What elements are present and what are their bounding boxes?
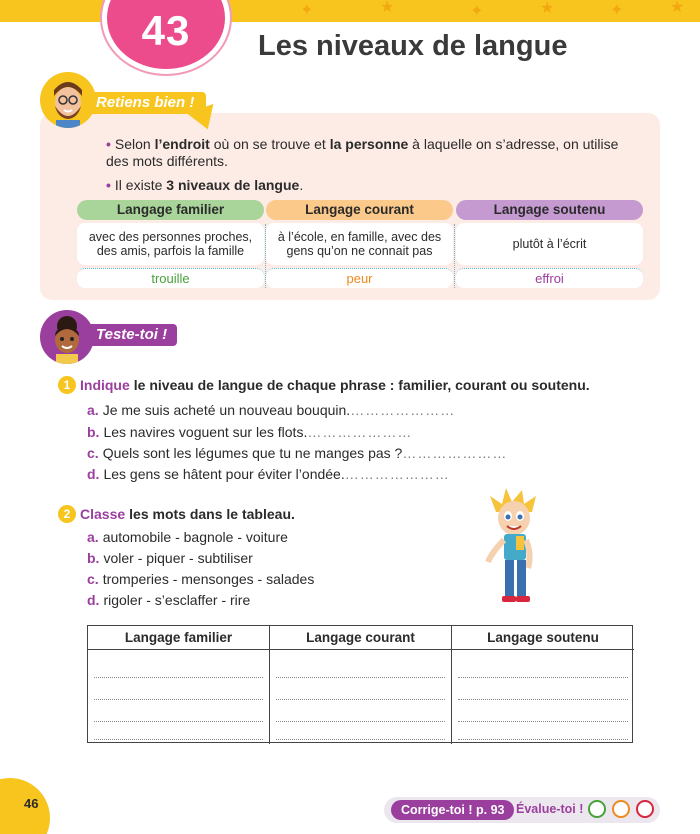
evaluation-circle-green[interactable] (588, 800, 606, 818)
answer-cell-familier[interactable] (88, 650, 270, 744)
level-header: Langage soutenu (456, 200, 643, 220)
level-description: à l’école, en famille, avec des gens qu’on ne connait pas (266, 223, 453, 265)
star-icon: ✦ (300, 2, 314, 19)
star-icon: ✦ (610, 2, 624, 19)
star-icon: ★ (540, 0, 555, 17)
level-example: trouille (77, 268, 264, 288)
evaluation-circle-red[interactable] (636, 800, 654, 818)
exercise-1-item: b. Les navires voguent sur les flots.………………… (87, 424, 413, 440)
evaluation-circle-orange[interactable] (612, 800, 630, 818)
level-column-soutenu (456, 200, 643, 288)
exercise-1-item: a. Je me suis acheté un nouveau bouquin.………………… (87, 402, 456, 418)
answer-cell-courant[interactable] (270, 650, 452, 744)
exercise-number-badge: 1 (58, 376, 76, 394)
lesson-number-badge (102, 0, 230, 74)
exercise-2-item: a. automobile - bagnole - voiture (87, 529, 288, 545)
star-icon: ★ (670, 0, 685, 16)
corrige-toi-link[interactable]: Corrige-toi ! p. 93 (391, 800, 514, 820)
exercise-2-item: c. tromperies - mensonges - salades (87, 571, 315, 587)
answer-blank[interactable]: ………………… (350, 402, 456, 418)
rule-bullet-2: • Il existe 3 niveaux de langue. (106, 177, 304, 193)
answer-blank[interactable]: ………………… (402, 445, 508, 461)
level-description: plutôt à l’écrit (456, 223, 643, 265)
exercise-2-instruction: 2 Classe les mots dans le tableau. (58, 505, 295, 523)
level-column-courant (266, 200, 453, 288)
exercise-1-item: c. Quels sont les légumes que tu ne manges pas ?………………… (87, 445, 508, 461)
exercise-2-item: d. rigoler - s’esclaffer - rire (87, 592, 251, 608)
level-header: Langage familier (77, 200, 264, 220)
table-header: Langage courant (270, 626, 452, 650)
level-description: avec des personnes proches, des amis, parfois la famille (77, 223, 264, 265)
answer-table (87, 625, 633, 743)
column-divider (454, 224, 455, 288)
exercise-1-instruction: 1 Indique le niveau de langue de chaque phrase : familier, courant ou soutenu. (58, 376, 590, 394)
page-number: 46 (24, 796, 39, 811)
bullet-icon: • (106, 177, 111, 193)
answer-blank[interactable]: ………………… (307, 424, 413, 440)
bullet-icon: • (106, 136, 111, 152)
star-icon: ★ (380, 0, 395, 16)
answer-cell-soutenu[interactable] (452, 650, 634, 744)
level-header: Langage courant (266, 200, 453, 220)
answer-blank[interactable]: ………………… (344, 466, 450, 482)
exercise-1-item: d. Les gens se hâtent pour éviter l’ondée.………………… (87, 466, 450, 482)
evalue-toi-label: Évalue-toi ! (516, 802, 584, 816)
exercise-2-item: b. voler - piquer - subtiliser (87, 550, 253, 566)
boy-illustration (480, 488, 550, 610)
level-example: effroi (456, 268, 643, 288)
level-example: peur (266, 268, 453, 288)
exercise-number-badge: 2 (58, 505, 76, 523)
level-column-familier (77, 200, 264, 288)
lesson-number: 43 (141, 7, 191, 54)
retiens-bien-label: Retiens bien ! (84, 92, 206, 114)
page-title: Les niveaux de langue (258, 30, 568, 62)
table-header: Langage familier (88, 626, 270, 650)
rule-bullet-1: • Selon l’endroit où on se trouve et la personne à laquelle on s’adresse, on utilise des mots différents. (106, 136, 619, 169)
star-icon: ✦ (470, 3, 484, 20)
table-header: Langage soutenu (452, 626, 634, 650)
column-divider (265, 224, 266, 288)
teste-toi-label: Teste-toi ! (86, 324, 177, 346)
